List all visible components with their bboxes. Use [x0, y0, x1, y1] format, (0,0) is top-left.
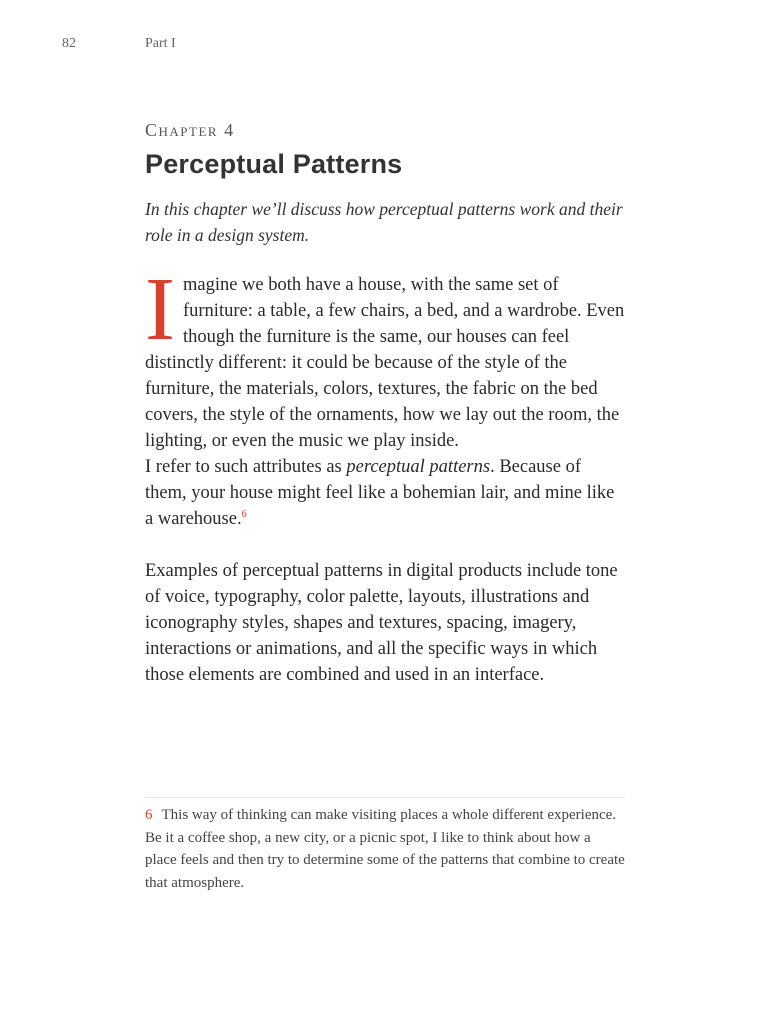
chapter-content — [145, 118, 625, 688]
paragraph-1-ending: . Because of them, your house might feel like a bohemian lair, and mine like a warehouse. — [145, 457, 615, 529]
body-paragraph-2: Examples of perceptual patterns in digital products include tone of voice, typography, color palette, layouts, illustrations and iconography styles, shapes and textures, spacing, imagery, interactions or animations, and all the specific ways in which those elements are combined and used in an interface. — [145, 561, 618, 685]
footnote-text: This way of thinking can make visiting places a whole different experience. Be it a coffee shop, a new city, or a picnic spot, I like to think about how a place feels and then try to determine some of the patterns that combine to create that atmosphere. — [145, 807, 625, 891]
chapter-label: Chapter 4 — [145, 120, 235, 140]
emphasis-term: perceptual patterns — [346, 457, 491, 477]
footnote-reference[interactable]: 6 — [241, 508, 247, 520]
running-head: Part I — [145, 36, 176, 51]
body-paragraph-1 — [145, 260, 625, 532]
footnote — [145, 797, 625, 894]
chapter-intro: In this chapter we’ll discuss how perceptual patterns work and their role in a design system. — [145, 199, 623, 245]
footnote-number: 6 — [145, 807, 153, 823]
page-number: 82 — [62, 36, 76, 51]
chapter-title: Perceptual Patterns — [145, 149, 403, 179]
paragraph-1-text: magine we both have a house, with the same set of furniture: a table, a few chairs, a bed, and a wardrobe. Even though the furniture is the same, our houses can feel distinctly different: it could be because of the style of the furniture, the materials, colors, textures, the fabric on the bed covers, the style of the ornaments, how we lay out the room, the lighting, or even the music we play inside. — [145, 275, 625, 451]
drop-cap: I — [145, 260, 175, 359]
paragraph-1-continuation: I refer to such attributes as — [145, 457, 342, 477]
